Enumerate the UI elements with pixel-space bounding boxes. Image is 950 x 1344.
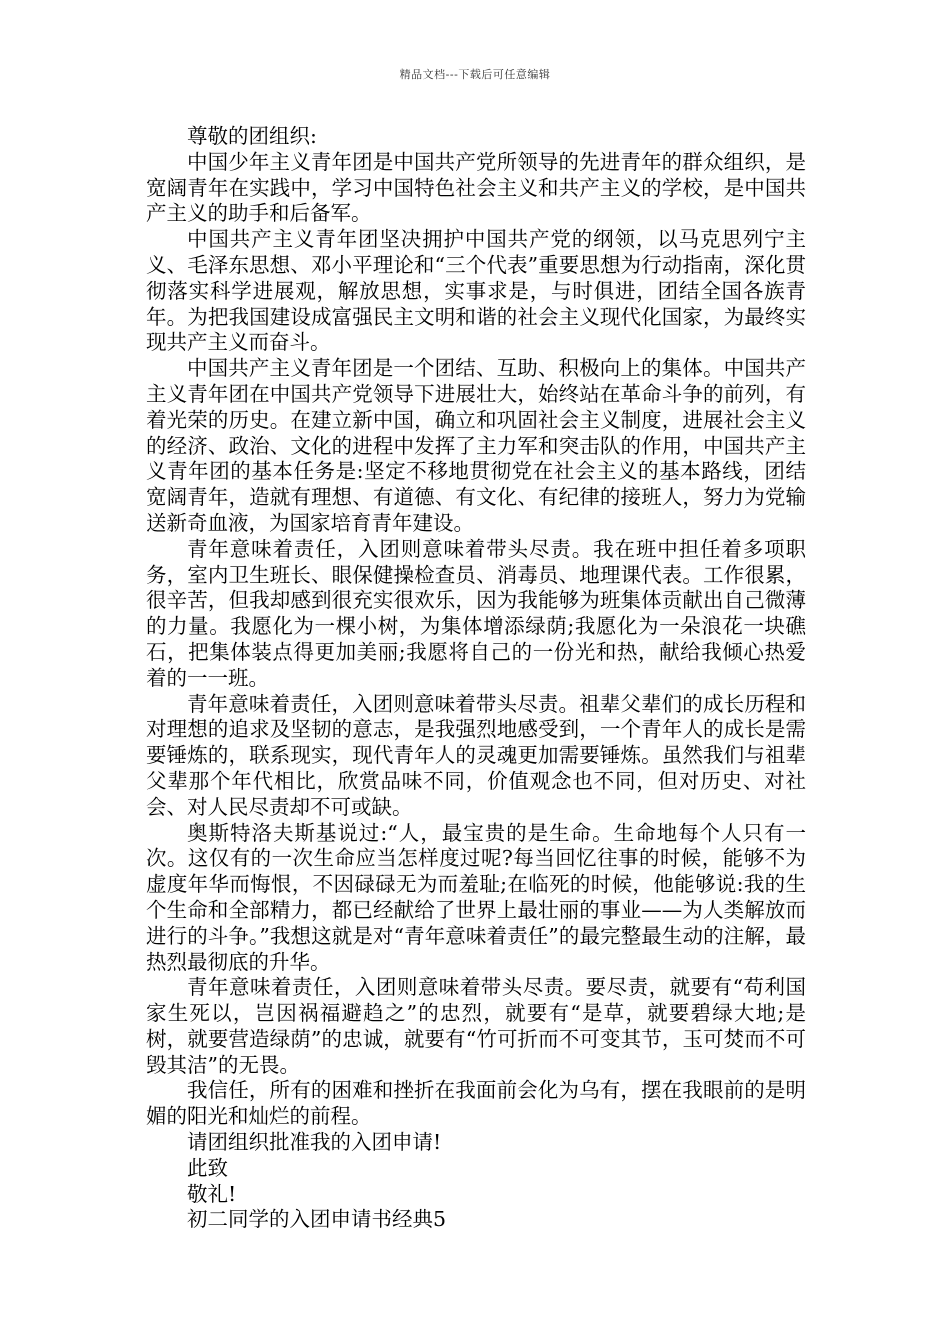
paragraph: 青年意味着责任，入团则意味着带头尽责。要尽责，就要有“苟利国家生死以，岂因祸福避趋之”的忠烈，就要有“是草，就要碧绿大地;是树，就要营造绿荫”的忠诚，就要有“竹可折而不可变其节，玉可焚而不可毁其洁”的无畏。 [146,975,806,1077]
paragraph: 中国少年主义青年团是中国共产党所领导的先进青年的群众组织，是宽阔青年在实践中，学习中国特色社会主义和共产主义的学校，是中国共产主义的助手和后备军。 [146,149,806,226]
salutation: 尊敬的团组织: [187,124,317,148]
paragraph: 中国共产主义青年团是一个团结、互助、积极向上的集体。中国共产主义青年团在中国共产党领导下进展壮大，始终站在革命斗争的前列，有着光荣的历史。在建立新中国，确立和巩固社会主义制度，进展社会主义的经济、政治、文化的进程中发挥了主力军和突击队的作用，中国共产主义青年团的基本任务是:坚定不移地贯彻党在社会主义的基本路线，团结宽阔青年，造就有理想、有道德、有文化、有纪律的接班人，努力为党输送新奇血液，为国家培育青年建设。 [146,356,806,535]
document-body [146,124,806,1233]
paragraph: 青年意味着责任，入团则意味着带头尽责。我在班中担任着多项职务，室内卫生班长、眼保健操检查员、消毒员、地理课代表。工作很累，很辛苦，但我却感到很充实很欢乐，因为我能够为班集体贡献出自己微薄的力量。我愿化为一棵小树，为集体增添绿荫;我愿化为一朵浪花一块礁石，把集体装点得更加美丽;我愿将自己的一份光和热，献给我倾心热爱着的一一班。 [146,536,806,690]
page-header: 精品文档---下载后可任意编辑 [399,68,551,81]
paragraph: 我信任，所有的困难和挫折在我面前会化为乌有，摆在我眼前的是明媚的阳光和灿烂的前程。 [146,1078,806,1129]
next-section-title: 初二同学的入团申请书经典5 [187,1207,447,1232]
paragraph: 奥斯特洛夫斯基说过:“人，最宝贵的是生命。生命地每个人只有一次。这仅有的一次生命应当怎样度过呢?每当回忆往事的时候，能够不为虚度年华而悔恨，不因碌碌无为而羞耻;在临死的时候，他能够说:我的生个生命和全部精力，都已经献给了世界上最壮丽的事业——为人类解放而进行的斗争。”我想这就是对“青年意味着责任”的最完整最生动的注解，最热烈最彻底的升华。 [146,820,806,974]
closing-line: 此致 [187,1155,228,1180]
paragraph: 中国共产主义青年团坚决拥护中国共产党的纲领，以马克思列宁主义、毛泽东思想、邓小平理论和“三个代表”重要思想为行动指南，深化贯彻落实科学进展观，解放思想，实事求是，与时俱进，团结全国各族青年。为把我国建设成富强民主文明和谐的社会主义现代化国家，为最终实现共产主义而奋斗。 [146,227,806,355]
closing-line: 敬礼! [187,1181,237,1206]
paragraph: 青年意味着责任，入团则意味着带头尽责。祖辈父辈们的成长历程和对理想的追求及坚韧的意志，是我强烈地感受到，一个青年人的成长是需要锤炼的，联系现实，现代青年人的灵魂更加需要锤炼。虽然我们与祖辈父辈那个年代相比，欣赏品味不同，价值观念也不同，但对历史、对社会、对人民尽责却不可或缺。 [146,691,806,819]
request-line: 请团组织批准我的入团申请! [187,1130,442,1155]
